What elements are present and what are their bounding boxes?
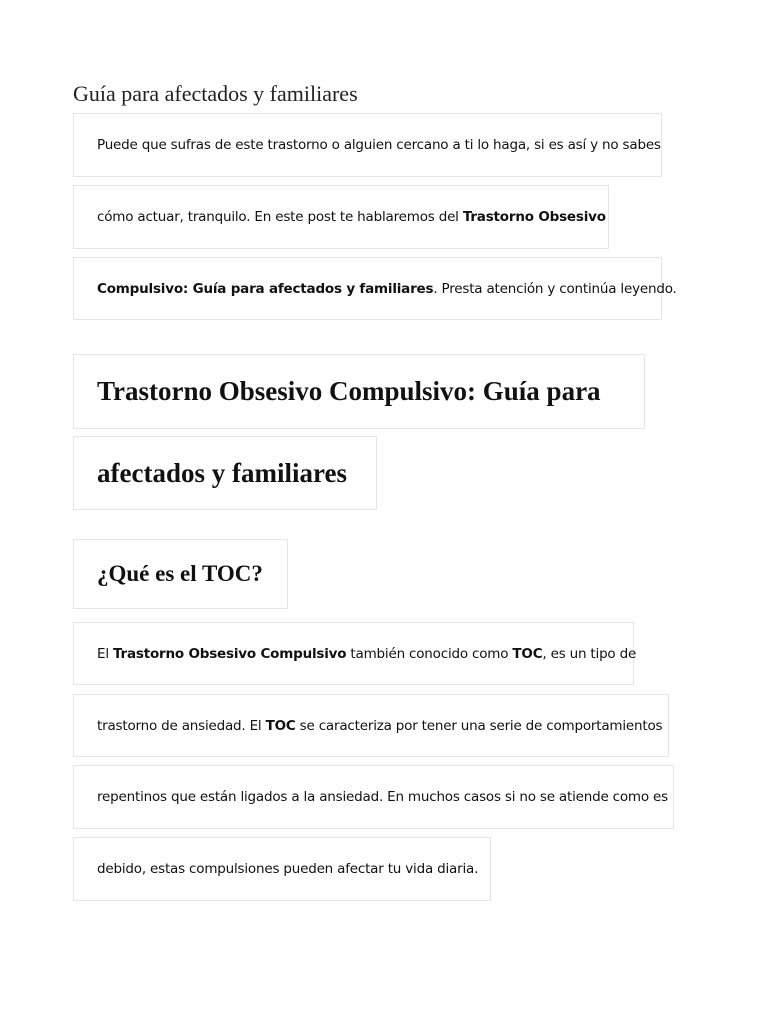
heading-2 (73, 539, 288, 609)
intro-bold-term: Trastorno Obsesivo (462, 209, 606, 225)
heading-1-line-2-text: afectados y familiares (97, 457, 347, 488)
body-line-4 (73, 837, 491, 901)
heading-1-line-1-text: Trastorno Obsesivo Compulsivo: Guía para (97, 376, 601, 406)
intro-line-3-text: Compulsivo: Guía para afectados y familiares. Presta atención y continúa leyendo. (97, 280, 677, 297)
intro-line-3 (73, 257, 677, 320)
body-line-1-text: El Trastorno Obsesivo Compulsivo también conocido como TOC, es un tipo de (97, 645, 637, 662)
body-line-3 (73, 765, 674, 829)
intro-line-2 (73, 185, 609, 249)
body-line-1 (73, 622, 637, 685)
heading-1-line-2 (73, 436, 377, 510)
intro-line-1-text: Puede que sufras de este trastorno o alguien cercano a ti lo haga, si es así y no sabes (97, 137, 661, 153)
body-line-2 (73, 694, 669, 757)
heading-1-line-1 (73, 354, 645, 429)
body-line-2-text: trastorno de ansiedad. El TOC se caracteriza por tener una serie de comportamientos (97, 717, 663, 734)
intro-line-1 (73, 113, 662, 177)
body-line-3-text: repentinos que están ligados a la ansiedad. En muchos casos si no se atiende como es (97, 789, 668, 805)
body-line-4-text: debido, estas compulsiones pueden afectar tu vida diaria. (97, 861, 479, 877)
intro-line-2-text: cómo actuar, tranquilo. En este post te hablaremos del Trastorno Obsesivo (97, 209, 606, 225)
heading-2-text: ¿Qué es el TOC? (97, 561, 263, 586)
intro-bold-term-2: Compulsivo: Guía para afectados y familiares (97, 280, 434, 297)
document-title: Guía para afectados y familiares (73, 81, 358, 106)
